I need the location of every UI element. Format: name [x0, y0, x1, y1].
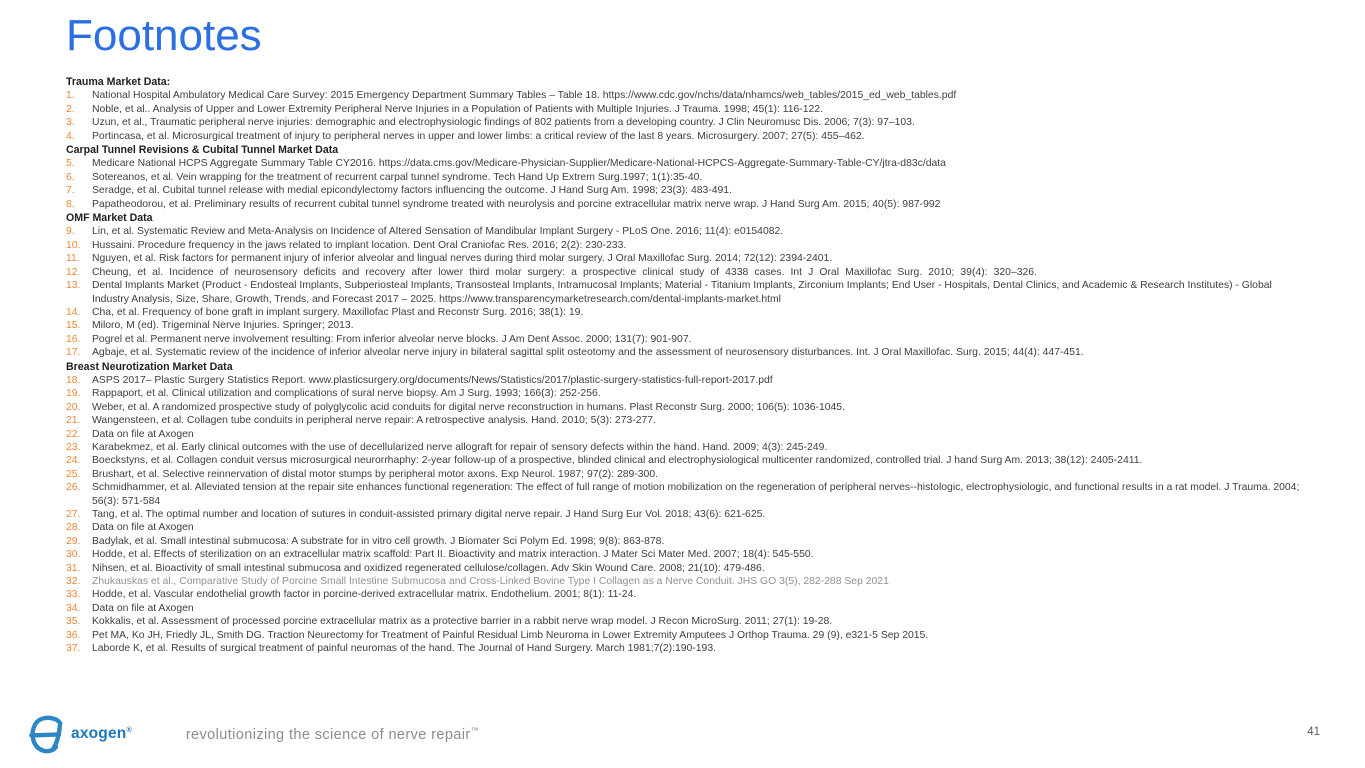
footnote-text: Pet MA, Ko JH, Friedly JL, Smith DG. Traction Neurectomy for Treatment of Painful Residual Limb Neuroma in Lower Extremity Amputees J Orthop Trauma. 29 (9), e321-5 Sep 2015.	[92, 629, 929, 641]
footnote-text: Sotereanos, et al. Vein wrapping for the treatment of recurrent carpal tunnel syndrome. Tech Hand Up Extrem Surg.1997; 1(1):35-40.	[92, 171, 703, 183]
footnote-item	[66, 468, 1304, 481]
footnote-number: 16.	[66, 333, 81, 345]
footnote-number: 32.	[66, 576, 81, 588]
footnote-number: 31.	[66, 562, 81, 574]
footnote-number: 14.	[66, 306, 81, 318]
footnote-item	[66, 225, 1304, 238]
footnote-number: 7.	[66, 185, 75, 197]
footnote-text: Karabekmez, et al. Early clinical outcomes with the use of decellularized nerve allograft for repair of sensory defects within the hand. Hand. 2009; 4(3): 245-249.	[92, 441, 828, 453]
footnote-text: Dental Implants Market (Product - Endosteal Implants, Subperiosteal Implants, Transosteal Implants, Intramucosal Implants; Material - Titanium Implants, Zirconium Implants; End User - Hospitals, Dental Clinics, and Academic & Research Institutes) - Global Industry Analysis, Size, Share, Growth, Trends, and Forecast 2017 – 2025. https://www.transparencymarketresearch.com/dental-implants-market.html	[92, 280, 1272, 305]
footnote-item	[66, 575, 1304, 588]
footnote-item	[66, 306, 1304, 319]
footnote-item	[66, 401, 1304, 414]
footnote-number: 30.	[66, 549, 81, 561]
footnote-item	[66, 157, 1304, 170]
footnote-item	[66, 130, 1304, 143]
footnote-text: Hussaini. Procedure frequency in the jaws related to implant location. Dent Oral Craniofac Res. 2016; 2(2): 230-233.	[92, 239, 627, 251]
footnote-number: 29.	[66, 535, 81, 547]
footnote-text: Medicare National HCPS Aggregate Summary Table CY2016. https://data.cms.gov/Medicare-Physician-Supplier/Medicare-National-HCPCS-Aggregate-Summary-Table-CY/jtra-d83c/data	[92, 158, 946, 170]
footnote-item	[66, 508, 1304, 521]
footnote-item	[66, 428, 1304, 441]
footnote-text: Rappaport, et al. Clinical utilization and complications of sural nerve biopsy. Am J Surg. 1993; 166(3): 252-256.	[92, 388, 601, 400]
footnote-number: 6.	[66, 171, 75, 183]
footnotes-list	[66, 76, 1304, 655]
footnote-item	[66, 562, 1304, 575]
footnote-item	[66, 602, 1304, 615]
footnote-number: 35.	[66, 616, 81, 628]
footer-tagline: revolutionizing the science of nerve repair™	[185, 725, 480, 743]
footnote-text: Seradge, et al. Cubital tunnel release with medial epicondylectomy factors influencing the outcome. J Hand Surg Am. 1998; 23(3): 483-491.	[92, 185, 732, 197]
section-header: Trauma Market Data:	[66, 76, 171, 88]
footnote-item	[66, 588, 1304, 601]
footnote-text: Cha, et al. Frequency of bone graft in implant surgery. Maxillofac Plast and Reconstr Surg. 2016; 38(1): 19.	[92, 306, 584, 318]
footnote-number: 37.	[66, 643, 81, 655]
footnote-item	[66, 239, 1304, 252]
footnote-number: 21.	[66, 415, 81, 427]
footnote-text: Hodde, et al. Effects of sterilization on an extracellular matrix scaffold: Part II. Bioactivity and matrix interaction. J Mater Sci Mater Med. 2007; 18(4): 545-550.	[92, 549, 814, 561]
footnote-item	[66, 521, 1304, 534]
footnote-item	[66, 171, 1304, 184]
footnote-item	[66, 319, 1304, 332]
footnote-number: 2.	[66, 103, 75, 115]
footnote-text: Badylak, et al. Small intestinal submucosa: A substrate for in vitro cell growth. J Biomater Sci Polym Ed. 1998; 9(8): 863-878.	[92, 535, 665, 547]
footnote-number: 9.	[66, 226, 75, 238]
footnote-number: 24.	[66, 455, 81, 467]
footnote-number: 1.	[66, 90, 75, 102]
footnote-text: Portincasa, et al. Microsurgical treatment of injury to peripheral nerves in upper and lower limbs: a critical review of the last 8 years. Microsurgery. 2007; 27(5): 455–462.	[92, 130, 865, 142]
footnote-item	[66, 266, 1304, 279]
footnote-number: 8.	[66, 198, 75, 210]
footnote-item	[66, 387, 1304, 400]
footnote-text: ASPS 2017– Plastic Surgery Statistics Report. www.plasticsurgery.org/documents/News/Statistics/2017/plastic-surgery-statistics-full-report-2017.pdf	[92, 374, 773, 386]
footnote-number: 11.	[66, 253, 80, 265]
footnote-item	[66, 184, 1304, 197]
footnote-text: Nihsen, et al. Bioactivity of small intestinal submucosa and oxidized regenerated cellulose/collagen. Adv Skin Wound Care. 2008; 21(10): 479-486.	[92, 562, 765, 574]
footnote-text: Brushart, et al. Selective reinnervation of distal motor stumps by peripheral motor axons. Exp Neurol. 1987; 97(2): 289-300.	[92, 468, 659, 480]
footnote-item	[66, 252, 1304, 265]
footnote-item	[66, 103, 1304, 116]
footnote-item	[66, 374, 1304, 387]
footnote-text: Schmidhammer, et al. Alleviated tension at the repair site enhances functional regeneration: The effect of full range of motion mobilization on the regeneration of peripheral nerves--histologic, electrophysiologic, and functional results in a rat model. J Trauma. 2004; 56(3): 571-584	[92, 482, 1300, 507]
footnote-number: 26.	[66, 482, 81, 494]
footnote-item	[66, 89, 1304, 102]
footnote-text: Weber, et al. A randomized prospective study of polyglycolic acid conduits for digital nerve reconstruction in humans. Plast Reconstr Surg. 2000; 106(5): 1036-1045.	[92, 401, 845, 413]
footnote-number: 5.	[66, 158, 75, 170]
footnote-number: 10.	[66, 239, 81, 251]
page-number: 41	[1307, 726, 1320, 738]
footnote-item	[66, 615, 1304, 628]
footnote-item	[66, 414, 1304, 427]
footnote-text: Data on file at Axogen	[92, 522, 194, 534]
footnote-text: Papatheodorou, et al. Preliminary results of recurrent cubital tunnel syndrome treated with neurolysis and porcine extracellular matrix nerve wrap. J Hand Surg Am. 2015; 40(5): 987-992	[92, 198, 941, 210]
trademark-mark: ™	[470, 725, 480, 735]
footnote-number: 12.	[66, 266, 81, 278]
footnote-number: 33.	[66, 589, 81, 601]
footnote-item	[66, 481, 1304, 508]
footnote-item	[66, 642, 1304, 655]
footnote-text: Lin, et al. Systematic Review and Meta-Analysis on Incidence of Altered Sensation of Mandibular Implant Surgery - PLoS One. 2016; 11(4): e0154082.	[92, 226, 784, 238]
footnote-text: Nguyen, et al. Risk factors for permanent injury of inferior alveolar and lingual nerves during third molar surgery. J Oral Maxillofac Surg. 2014; 72(12): 2394-2401.	[92, 253, 833, 265]
footnote-text: Wangensteen, et al. Collagen tube conduits in peripheral nerve repair: A retrospective analysis. Hand. 2010; 5(3): 273-277.	[92, 415, 656, 427]
footnote-number: 27.	[66, 509, 81, 520]
footnote-number: 36.	[66, 629, 81, 641]
footnote-text: Boeckstyns, et al. Collagen conduit versus microsurgical neurorrhaphy: 2-year follow-up of a prospective, blinded clinical and electrophysiological multicenter randomized, controlled trial. J hand Surg Am. 2013; 38(12): 2405-2411.	[92, 455, 1143, 467]
footnote-item	[66, 548, 1304, 561]
footnote-text: Uzun, et al., Traumatic peripheral nerve injuries: demographic and electrophysiologic findings of 802 patients from a developing country. J Clin Neuromusc Dis. 2006; 7(3): 97–103.	[92, 117, 915, 129]
footnote-number: 28.	[66, 522, 81, 534]
registered-mark: ®	[126, 726, 132, 734]
section-header: Carpal Tunnel Revisions & Cubital Tunnel Market Data	[66, 144, 339, 157]
footnote-text: Zhukauskas et al., Comparative Study of Porcine Small Intestine Submucosa and Cross-Linked Bovine Type I Collagen as a Nerve Conduit. JHS GO 3(5), 282-288 Sep 2021	[92, 576, 889, 588]
footnote-item	[66, 454, 1304, 467]
footnote-number: 17.	[66, 347, 81, 359]
footnote-text: Noble, et al.. Analysis of Upper and Lower Extremity Peripheral Nerve Injuries in a Population of Patients with Multiple Injuries. J Trauma. 1998; 45(1): 116-122.	[92, 103, 823, 115]
footnote-text: National Hospital Ambulatory Medical Care Survey: 2015 Emergency Department Summary Tables – Table 18. https://www.cdc.gov/nchs/data/nhamcs/web_tables/2015_ed_web_tables.pdf	[92, 90, 957, 102]
footnote-number: 23.	[66, 441, 81, 453]
footnote-text: Data on file at Axogen	[92, 428, 194, 440]
footnote-text: Tang, et al. The optimal number and location of sutures in conduit-assisted primary digital nerve repair. J Hand Surg Eur Vol. 2018; 43(6): 621-625.	[92, 509, 766, 520]
footnote-text: Cheung, et al. Incidence of neurosensory deficits and recovery after lower third molar surgery: a prospective clinical study of 4338 cases. Int J Oral Maxillofac Surg. 2010; 39(4): 320–326.	[92, 266, 1037, 278]
footnote-number: 18.	[66, 374, 81, 386]
footnote-number: 3.	[66, 117, 75, 129]
footnote-item	[66, 346, 1304, 359]
footnote-number: 19.	[66, 388, 81, 400]
footer	[28, 710, 479, 758]
brand-wordmark: axogen®	[71, 725, 132, 742]
footnote-number: 13.	[66, 280, 81, 292]
footnote-item	[66, 629, 1304, 642]
footnote-text: Pogrel et al. Permanent nerve involvement resulting: From inferior alveolar nerve blocks. J Am Dent Assoc. 2000; 131(7): 901-907.	[92, 333, 692, 345]
footnote-number: 4.	[66, 130, 75, 142]
footnote-text: Data on file at Axogen	[92, 602, 194, 614]
page-title: Footnotes	[66, 11, 262, 60]
footnote-text: Agbaje, et al. Systematic review of the incidence of inferior alveolar nerve injury in bilateral sagittal split osteotomy and the assessment of neurosensory disturbances. Int. J Oral Maxillofac. Surg. 2015; 44(4): 447-451.	[92, 347, 1084, 359]
footnote-item	[66, 441, 1304, 454]
footnote-number: 25.	[66, 468, 81, 480]
footnote-text: Laborde K, et al. Results of surgical treatment of painful neuromas of the hand. The Journal of Hand Surgery. March 1981;7(2):190-193.	[92, 643, 716, 655]
footnote-item	[66, 279, 1304, 306]
section-header: Breast Neurotization Market Data	[66, 360, 233, 373]
footnote-number: 15.	[66, 320, 81, 332]
footnote-text: Miloro, M (ed). Trigeminal Nerve Injuries. Springer; 2013.	[92, 320, 354, 332]
footnote-item	[66, 535, 1304, 548]
footnote-text: Hodde, et al. Vascular endothelial growth factor in porcine-derived extracellular matrix. Endothelium. 2001; 8(1): 11-24.	[92, 589, 637, 601]
footnote-text: Kokkalis, et al. Assessment of processed porcine extracellular matrix as a protective barrier in a rabbit nerve wrap model. J Recon MicroSurg. 2011; 27(1): 19-28.	[92, 616, 833, 628]
axogen-logo-icon	[28, 713, 66, 755]
footnote-item	[66, 198, 1304, 211]
footnote-number: 34.	[66, 602, 81, 614]
section-header: OMF Market Data	[66, 212, 153, 225]
footnote-number: 20.	[66, 401, 81, 413]
footnote-item	[66, 333, 1304, 346]
footnote-item	[66, 116, 1304, 129]
footnote-number: 22.	[66, 428, 81, 440]
